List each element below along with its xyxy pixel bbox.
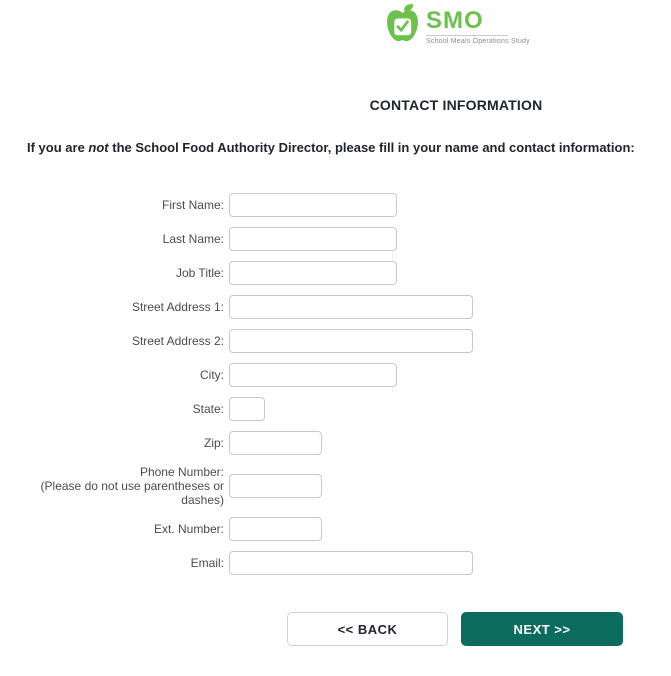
phone-number-input[interactable] [229, 474, 322, 498]
ext-number-label: Ext. Number: [153, 522, 224, 536]
email-label: Email: [190, 556, 224, 570]
logo-divider [426, 35, 508, 36]
instruction-text [27, 140, 647, 155]
state-label: State: [192, 402, 224, 416]
city-label: City: [200, 368, 224, 382]
form-row-phone-number [24, 465, 473, 507]
smo-logo [384, 3, 530, 45]
form-row-last-name [24, 227, 473, 251]
form-row-state [24, 397, 473, 421]
instruction-suffix: the School Food Authority Director, please fill in your name and contact information: [108, 140, 635, 155]
form-row-ext-number [24, 517, 473, 541]
job-title-input[interactable] [229, 261, 397, 285]
zip-input[interactable] [229, 431, 322, 455]
job-title-label: Job Title: [175, 266, 224, 280]
zip-label: Zip: [203, 436, 224, 450]
ext-number-input[interactable] [229, 517, 322, 541]
last-name-label: Last Name: [162, 232, 224, 246]
street-address-2-label: Street Address 2: [131, 334, 224, 348]
street-address-2-input[interactable] [229, 329, 473, 353]
form-row-zip [24, 431, 473, 455]
phone-number-label: Phone Number: (Please do not use parentheses or dashes) [24, 465, 224, 507]
last-name-input[interactable] [229, 227, 397, 251]
contact-form [24, 193, 473, 585]
form-row-email [24, 551, 473, 575]
phone-number-note: (Please do not use parentheses or dashes) [40, 479, 224, 507]
first-name-label: First Name: [161, 198, 224, 212]
state-input[interactable] [229, 397, 265, 421]
first-name-input[interactable] [229, 193, 397, 217]
form-row-job-title [24, 261, 473, 285]
street-address-1-input[interactable] [229, 295, 473, 319]
next-button[interactable]: NEXT >> [461, 612, 623, 646]
logo-acronym: SMO [426, 7, 484, 34]
logo-text-block [426, 3, 530, 45]
form-row-street-address-1 [24, 295, 473, 319]
apple-checkbox-icon [384, 3, 421, 43]
instruction-prefix: If you are [27, 140, 89, 155]
form-row-first-name [24, 193, 473, 217]
form-row-street-address-2 [24, 329, 473, 353]
street-address-1-label: Street Address 1: [131, 300, 224, 314]
page-title: CONTACT INFORMATION [369, 97, 543, 113]
logo-tagline: School Meals Operations Study [426, 38, 530, 45]
instruction-emphasis: not [88, 140, 109, 155]
email-input[interactable] [229, 551, 473, 575]
back-button[interactable]: << BACK [287, 612, 448, 646]
city-input[interactable] [229, 363, 397, 387]
form-row-city [24, 363, 473, 387]
